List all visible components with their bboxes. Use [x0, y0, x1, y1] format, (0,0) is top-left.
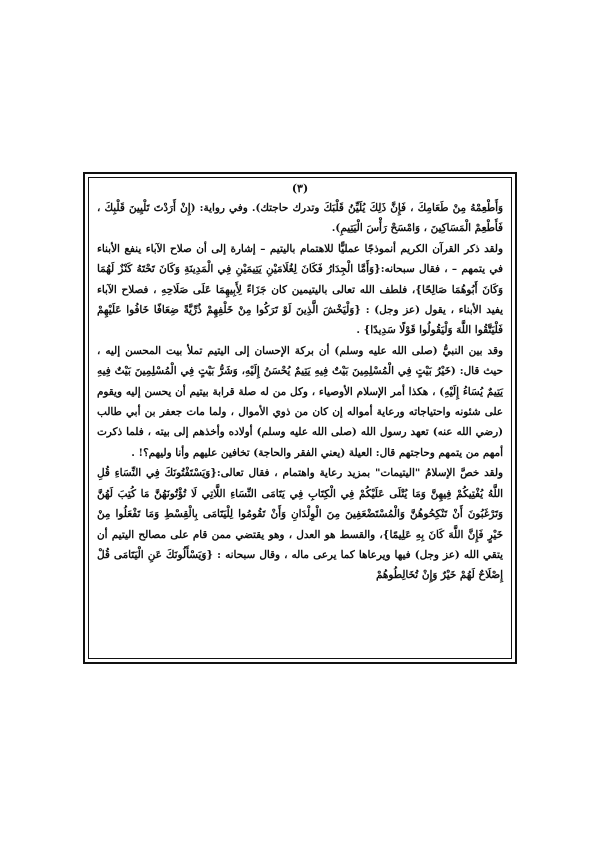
page-number: (٣): [291, 182, 309, 195]
page-content-box: [88, 177, 512, 659]
paragraph-1: وَأَطْعِمْهُ مِنْ طَعَامِكَ ، فَإِنَّ ذَلِكَ يُلَيِّنُ قَلْبَكَ وتدرك حاجتك). وفي رواية: (إِنْ أَرَدْتَ تَلْيِينَ قَلْبِكَ ، فَأَطْعِمْ الْمَسَاكِينَ ، وَامْسَحْ رَأْسَ الْيَتِيمِ).: [97, 202, 503, 235]
paragraph-3: وقد بين النبيُّ (صلى الله عليه وسلم) أن بركة الإحسان إلى اليتيم تملأ بيت المحسن إليه ، حيث قال: (خَيْرُ بَيْتٍ فِي الْمُسْلِمِينَ بَيْتٌ فِيهِ يَتِيمٌ يُحْسَنُ إِلَيْهِ، وَشَرُّ بَيْتٍ فِي الْمُسْلِمِينَ بَيْتٌ فِيهِ يَتِيمٌ يُسَاءُ إِلَيْهِ) ، هكذا أمر الإسلام الأوصياء ، وكل من له صلة قرابة بيتيم أن يحسن إليه ويقوم على شئونه واحتياجاته ورعاية أمواله إن كان من ذوي الأموال ، ولما مات جعفر بن أبي طالب (رضي الله عنه) تعهد رسول الله (صلى الله عليه وسلم) أولاده وأخذهم إلى بيته ، فلما ذكرت أمهم من يتمهم وحاجتهم قال: العيلة (يعني الفقر والحاجة) تخافين عليهم وأنا وليهم؟! .: [97, 344, 503, 459]
paragraph-2: ولقد ذكر القرآن الكريم أنموذجًا عمليًّا للاهتمام باليتيم – إشارة إلى أن صلاح الآباء ينفع الأبناء في يتمهم – ، فقال سبحانه:{وَأَمَّا الْجِدَارُ فَكَانَ لِغُلَامَيْنِ يَتِيمَيْنِ فِي الْمَدِينَةِ وَكَانَ تَحْتَهُ كَنْزٌ لَهُمَا وَكَانَ أَبُوهُمَا صَالِحًا}، فلطف الله تعالى باليتيمين كان جَزَاءً لِأَبِيهِمَا عَلَى صَلَاحِهِ ، فصلاح الآباء يفيد الأبناء ، يقول (عز وجل) : {وَلْيَخْشَ الَّذِينَ لَوْ تَرَكُوا مِنْ خَلْفِهِمْ ذُرِّيَّةً ضِعَافًا خَافُوا عَلَيْهِمْ فَلْيَتَّقُوا اللَّهَ وَلْيَقُولُوا قَوْلًا سَدِيدًا} .: [97, 242, 503, 337]
paragraph-4: ولقد خصَّ الإسلامُ "اليتيمات" بمزيد رعاية واهتمام ، فقال تعالى:{وَيَسْتَفْتُونَكَ فِي النِّسَاءِ قُلِ اللَّهُ يُفْتِيكُمْ فِيهِنَّ وَمَا يُتْلَى عَلَيْكُمْ فِي الْكِتَابِ فِي يَتَامَى النِّسَاءِ اللَّاتِي لَا تُؤْتُونَهُنَّ مَا كُتِبَ لَهُنَّ وَتَرْغَبُونَ أَنْ تَنْكِحُوهُنَّ وَالْمُسْتَضْعَفِينَ مِنَ الْوِلْدَانِ وَأَنْ تَقُومُوا لِلْيَتَامَى بِالْقِسْطِ وَمَا تَفْعَلُوا مِنْ خَيْرٍ فَإِنَّ اللَّهَ كَانَ بِهِ عَلِيمًا}، والقسط هو العدل ، وهو يقتضي ممن قام على مصالح اليتيم أن يتقي الله (عز وجل) فيها ويرعاها كما يرعى ماله ، وقال سبحانه : {وَيَسْأَلُونَكَ عَنِ الْيَتَامَى قُلْ إِصْلَاحٌ لَهُمْ خَيْرٌ وَإِنْ تُخَالِطُوهُمْ: [97, 467, 503, 582]
